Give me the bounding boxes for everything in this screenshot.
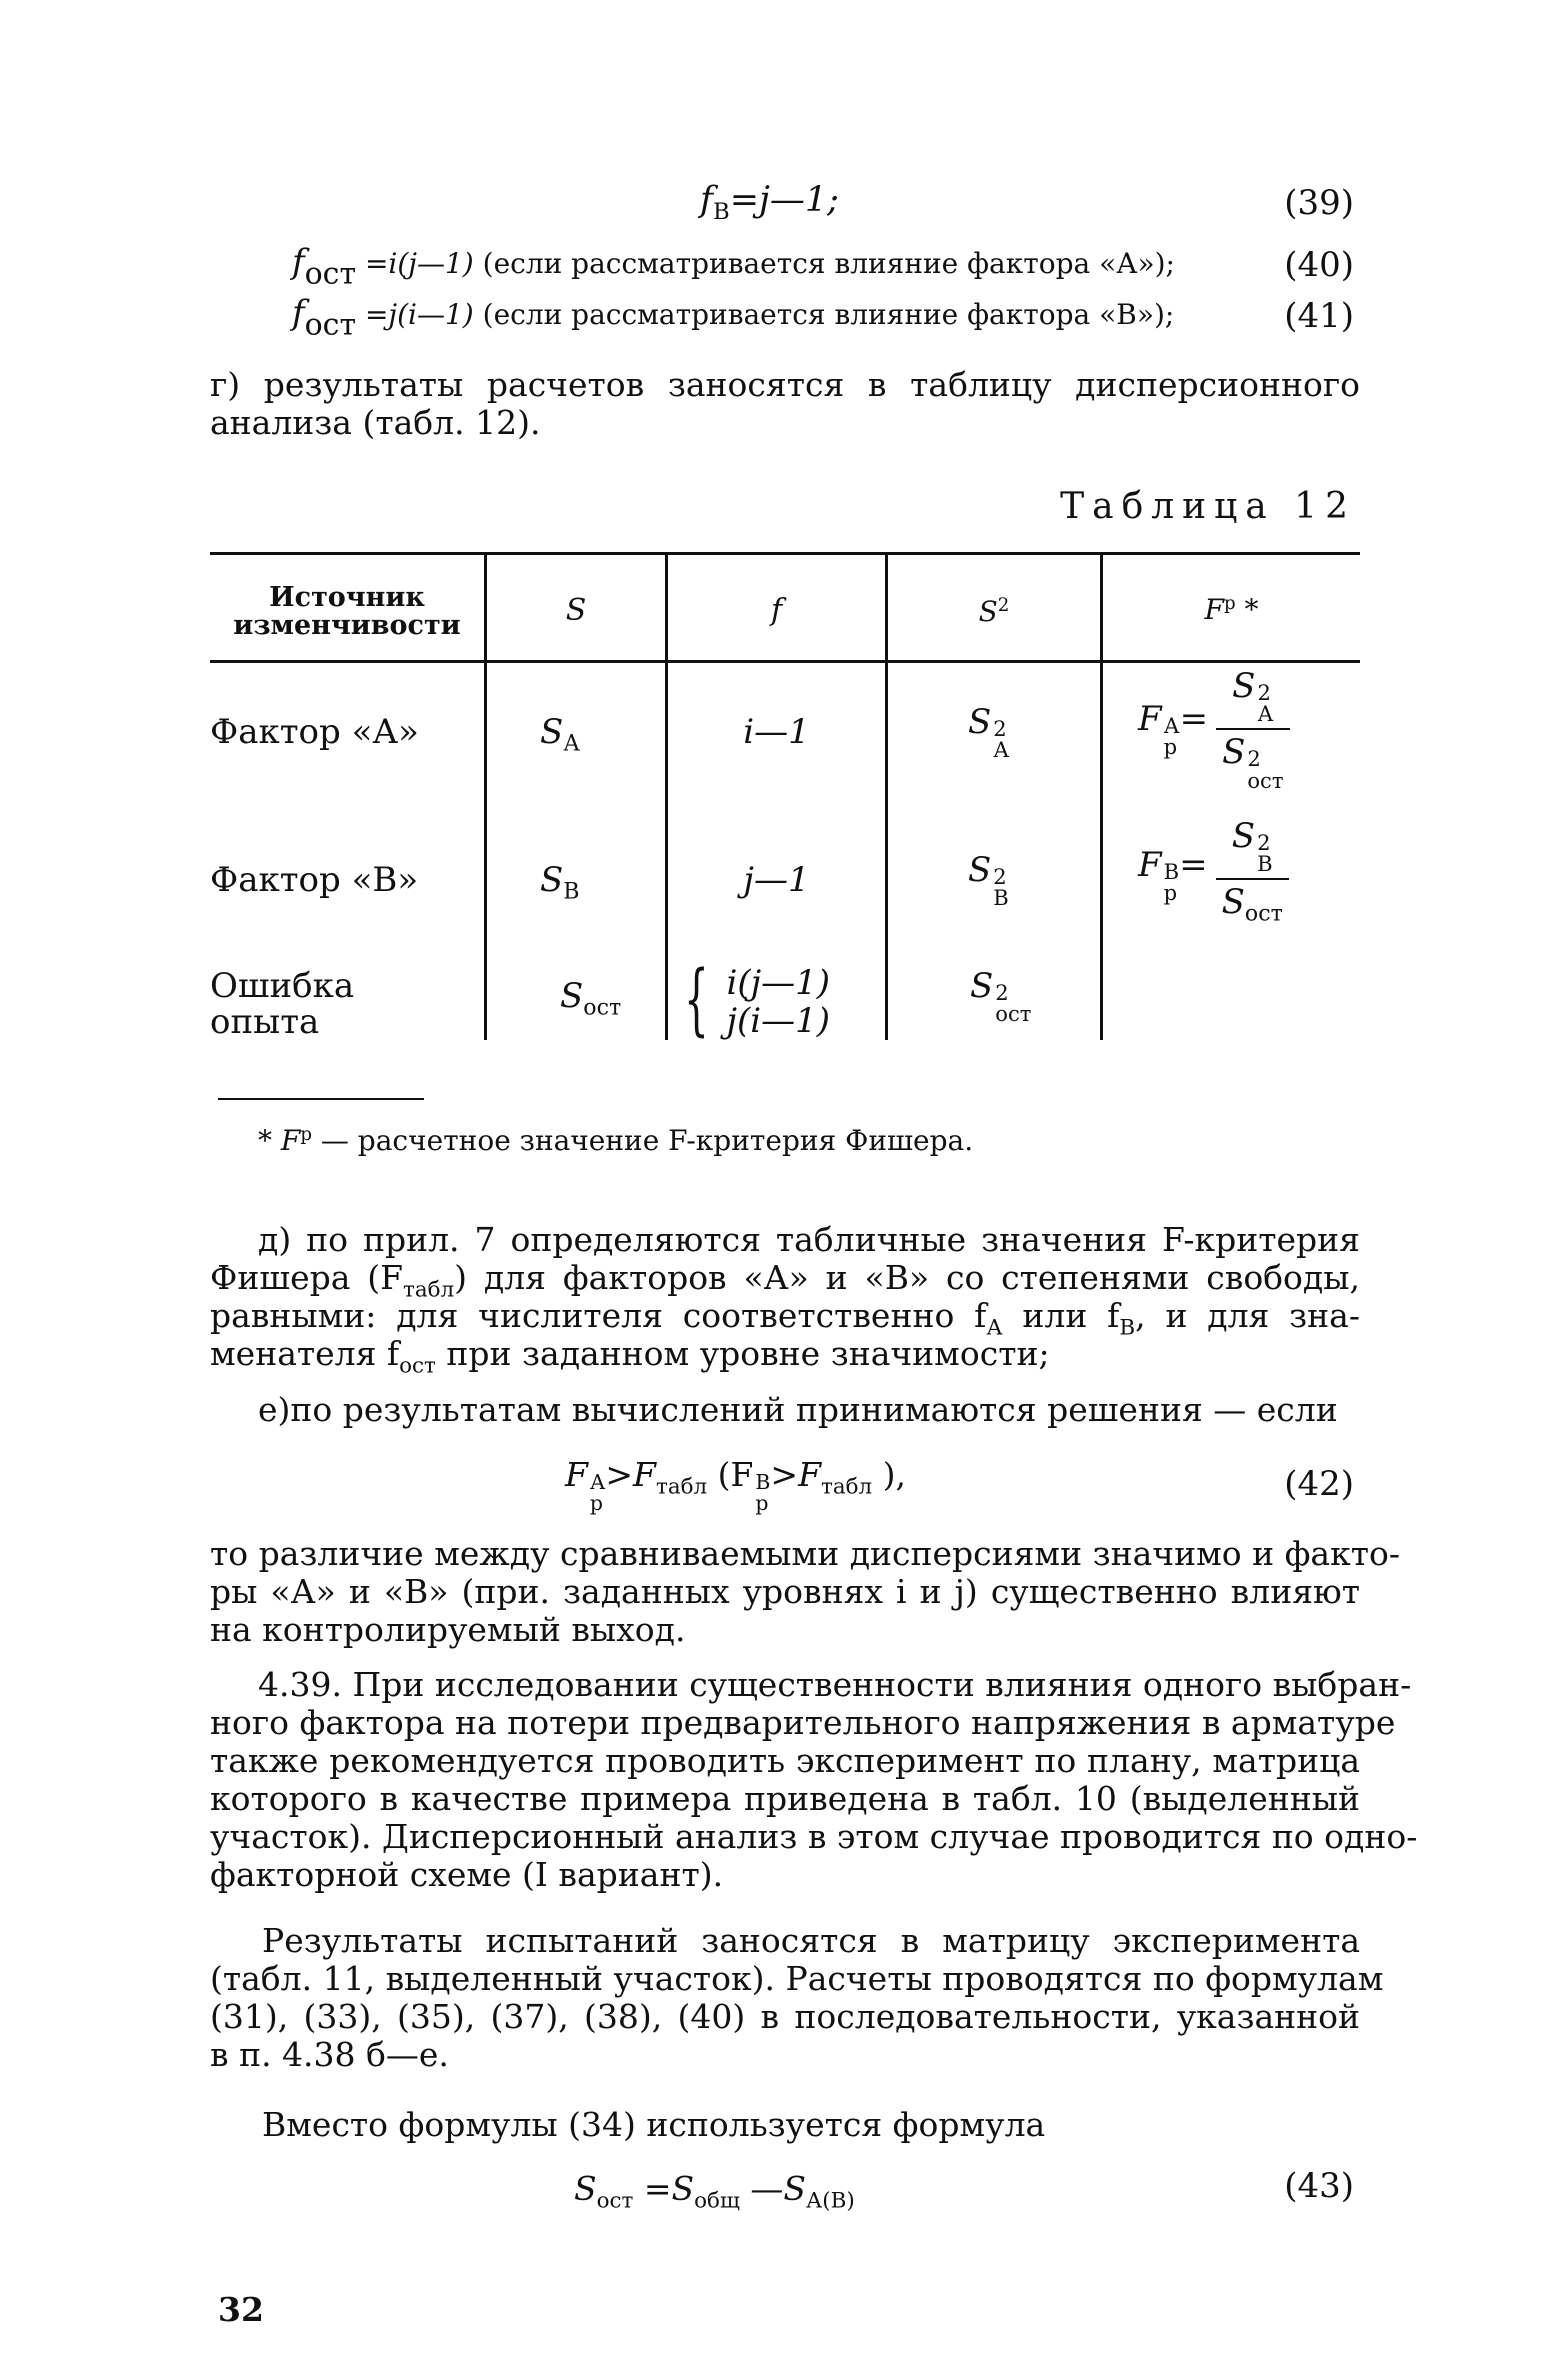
- header-s2: [888, 592, 1100, 626]
- para-d-l3b: или f: [1002, 1296, 1120, 1335]
- row-err-f: [684, 955, 831, 1045]
- footnote: [258, 1118, 973, 1158]
- row-b-f: j—1: [743, 860, 810, 900]
- eq42-p3: (F: [707, 1455, 754, 1494]
- row-a-s-sub: А: [563, 730, 581, 757]
- eq43-c: —S: [739, 2169, 806, 2208]
- para-results-line3: (31), (33), (35), (37), (38), (40) в последовательности, указанной: [210, 1997, 1360, 2036]
- para-439-line4: которого в качестве примера приведена в табл. 10 (выделенный: [210, 1779, 1360, 1818]
- equation-42-number: (42): [1284, 1464, 1354, 1504]
- eq42-p1sub: р: [589, 1490, 603, 1515]
- row-a-source: Фактор «А»: [210, 712, 419, 752]
- header-fp-base: F: [1204, 593, 1224, 626]
- row-err-s2: [970, 966, 1032, 1027]
- row-b-s2-sup: 2: [993, 864, 1007, 890]
- row-a-fp-fraction: [1216, 668, 1289, 791]
- para-d-l4sub: ост: [399, 1353, 436, 1379]
- header-source-line1: Источник: [269, 582, 425, 613]
- footnote-star: *: [258, 1124, 272, 1157]
- header-fp-sup: р: [1223, 593, 1236, 614]
- para-e-line4: на контролируемый выход.: [210, 1610, 686, 1649]
- para-d-l4a: менателя f: [210, 1334, 400, 1373]
- header-f: f: [770, 593, 783, 628]
- page-number: 32: [218, 2290, 264, 2329]
- eq43-asub: ост: [596, 2188, 634, 2214]
- row-b-source: Фактор «В»: [210, 860, 419, 900]
- eq40-text: (если рассматривается влияние фактора «А»);: [482, 247, 1175, 280]
- eq41-rhs: =j(i—1): [364, 298, 474, 331]
- row-a-fp-sup: А: [1163, 713, 1180, 739]
- equation-43: [574, 2169, 855, 2219]
- row-b-s2: [968, 850, 1009, 911]
- eq41-lhs-sub: ост: [304, 307, 357, 343]
- row-b-fraction-bar: [1216, 878, 1289, 880]
- equation-41-number: (41): [1284, 296, 1354, 336]
- para-e-line2: то различие между сравниваемыми дисперсиями значимо и факто-: [210, 1534, 1400, 1573]
- row-err-source: [210, 968, 354, 1040]
- header-s: S: [565, 593, 587, 628]
- eq42-p4sub: табл: [820, 1474, 873, 1500]
- para-439-line5: участок). Дисперсионный анализ в этом случае проводится по одно-: [210, 1817, 1418, 1856]
- table-col-divider-3: [885, 555, 888, 1040]
- row-err-f2: j(i—1): [726, 1001, 831, 1041]
- para-d-line4: [210, 1334, 1360, 1384]
- eq43-b: =S: [633, 2169, 695, 2208]
- header-fp-star: *: [1244, 593, 1259, 626]
- para-d-l4b: при заданном уровне значимости;: [435, 1334, 1050, 1373]
- header-fp: [1103, 590, 1360, 624]
- row-a-fp-num-sub: А: [1257, 701, 1274, 727]
- row-b-s2-base: S: [968, 850, 992, 890]
- para-d-l3c: , и для зна-: [1135, 1296, 1360, 1335]
- row-err-s-sub: ост: [583, 994, 622, 1021]
- row-b-s: [540, 862, 580, 910]
- header-source: [210, 584, 484, 640]
- eq43-a: S: [574, 2169, 597, 2208]
- para-439-line2: ного фактора на потери предварительного напряжения в арматуре: [210, 1703, 1396, 1742]
- equation-39-number: (39): [1284, 183, 1354, 223]
- footnote-rule: [218, 1098, 424, 1100]
- eq42-p2sub: табл: [655, 1474, 708, 1500]
- eq42-p3sup: В: [755, 1470, 771, 1495]
- row-a-fp-den: S: [1222, 732, 1246, 773]
- para-d-l2sub: табл: [403, 1277, 455, 1303]
- para-results-line1: Результаты испытаний заносятся в матрицу эксперимента: [262, 1921, 1360, 1960]
- table-col-divider-4: [1100, 555, 1103, 1040]
- table-caption: Таблица 12: [1060, 486, 1356, 527]
- eq42-p3sub: р: [755, 1490, 769, 1515]
- row-b-fp-num-sub: В: [1257, 851, 1273, 877]
- para-d-l3a: равными: для числителя соответственно f: [210, 1296, 987, 1335]
- row-b-fp-sub: р: [1163, 880, 1178, 906]
- para-d-l3sub2: В: [1119, 1315, 1136, 1341]
- para-results-line4: в п. 4.38 б—е.: [210, 2035, 449, 2074]
- row-err-brace: {: [684, 955, 709, 1045]
- equation-41: [292, 293, 1175, 343]
- row-a-fp-sub: р: [1163, 734, 1178, 760]
- row-a-fp-den-sup: 2: [1247, 746, 1261, 772]
- row-a-s2-sub: А: [993, 737, 1010, 763]
- row-b-fp-fraction: [1216, 818, 1289, 932]
- row-err-source-line2: опыта: [210, 1002, 320, 1042]
- table-col-divider-2: [665, 555, 668, 1040]
- row-err-s2-sub: ост: [995, 1001, 1032, 1027]
- row-err-s2-base: S: [970, 966, 994, 1006]
- row-b-fp-lhs: F: [1138, 844, 1162, 885]
- para-439-line6: факторной схеме (I вариант).: [210, 1855, 724, 1894]
- para-439-line1: 4.39. При исследовании существенности влияния одного выбран-: [258, 1665, 1412, 1704]
- row-b-fp-num: S: [1231, 816, 1256, 856]
- row-a-s: [540, 714, 580, 762]
- row-b-s-sub: В: [563, 878, 580, 905]
- eq40-lhs-sub: ост: [304, 256, 357, 292]
- row-err-s2-sup: 2: [995, 980, 1009, 1006]
- table-header-rule: [210, 660, 1360, 663]
- row-err-f1: i(j—1): [726, 963, 831, 1003]
- row-a-fp: F А р = S 2 А S 2 ост: [1138, 668, 1290, 791]
- para-instead-line1: Вместо формулы (34) используется формула: [262, 2105, 1046, 2144]
- para-e-line3: ры «А» и «В» (при. заданных уровнях i и j) существенно влияют: [210, 1572, 1360, 1611]
- equation-40: [292, 242, 1175, 292]
- row-a-s-base: S: [540, 712, 564, 752]
- row-err-s-base: S: [560, 976, 584, 1016]
- eq42-p1: F: [565, 1455, 588, 1494]
- table-top-rule: [210, 552, 1360, 555]
- para-e-line1: е)по результатам вычислений принимаются решения — если: [258, 1390, 1338, 1429]
- eq39-rhs: =j—1;: [729, 180, 839, 220]
- row-b-fp-den-sub: ост: [1244, 901, 1283, 928]
- para-d-l2a: Фишера (F: [210, 1258, 403, 1297]
- row-b-s2-sub: В: [993, 885, 1009, 911]
- eq39-lhs: f: [700, 180, 713, 220]
- eq39-lhs-sub: В: [712, 198, 730, 225]
- row-a-f: i—1: [743, 712, 810, 752]
- header-s2-exp: 2: [997, 595, 1010, 616]
- footnote-base: F: [280, 1124, 301, 1157]
- eq43-bsub: общ: [694, 2188, 740, 2214]
- row-a-fp-num-sup: 2: [1257, 680, 1271, 706]
- eq43-csub: А(В): [806, 2188, 855, 2214]
- equation-43-number: (43): [1284, 2166, 1354, 2206]
- para-439-line3: также рекомендуется проводить эксперимент по плану, матрица: [210, 1741, 1360, 1780]
- equation-39: [700, 180, 839, 229]
- eq42-p5: ),: [872, 1455, 907, 1494]
- eq42-p2: >F: [605, 1455, 656, 1494]
- row-b-fp-den: S: [1221, 882, 1245, 923]
- footnote-sup: р: [300, 1124, 312, 1145]
- row-a-fraction-bar: [1216, 728, 1289, 730]
- equation-42: [565, 1455, 907, 1515]
- para-d-line1: д) по прил. 7 определяются табличные значения F-критерия: [258, 1220, 1360, 1259]
- row-a-fp-lhs: F: [1138, 699, 1162, 740]
- eq42-p1sup: А: [589, 1470, 606, 1495]
- para-g-line1: г) результаты расчетов заносятся в таблицу дисперсионного: [210, 365, 1360, 404]
- row-a-fp-num: S: [1232, 666, 1256, 706]
- para-results-line2: (табл. 11, выделенный участок). Расчеты проводятся по формулам: [210, 1959, 1384, 1998]
- header-source-line2: изменчивости: [233, 610, 461, 641]
- para-d-l3sub1: А: [986, 1315, 1003, 1341]
- footnote-text: — расчетное значение F-критерия Фишера.: [320, 1124, 974, 1157]
- row-a-s2: [968, 702, 1010, 763]
- header-s2-base: S: [978, 595, 998, 628]
- eq41-text: (если рассматривается влияние фактора «В»);: [482, 298, 1175, 331]
- row-a-s2-sup: 2: [993, 716, 1007, 742]
- table-col-divider-1: [484, 555, 487, 1040]
- para-d-l2b: ) для факторов «А» и «В» со степенями свободы,: [454, 1258, 1360, 1297]
- row-err-s: [560, 978, 621, 1026]
- eq42-p4: >F: [770, 1455, 821, 1494]
- row-b-fp-num-sup: 2: [1257, 830, 1271, 856]
- row-b-fp-sup: В: [1163, 859, 1180, 885]
- eq40-lhs: f: [292, 242, 305, 282]
- row-err-source-line1: Ошибка: [210, 966, 355, 1006]
- eq40-rhs: =i(j—1): [364, 247, 474, 280]
- para-g-line2: анализа (табл. 12).: [210, 403, 541, 442]
- row-a-fp-den-sub: ост: [1247, 767, 1284, 793]
- row-a-s2-base: S: [968, 702, 992, 742]
- eq41-lhs: f: [292, 293, 305, 333]
- row-b-s-base: S: [540, 860, 564, 900]
- equation-40-number: (40): [1284, 245, 1354, 285]
- row-b-fp: F В р = S 2 В $S_{ост}$: [1138, 818, 1289, 932]
